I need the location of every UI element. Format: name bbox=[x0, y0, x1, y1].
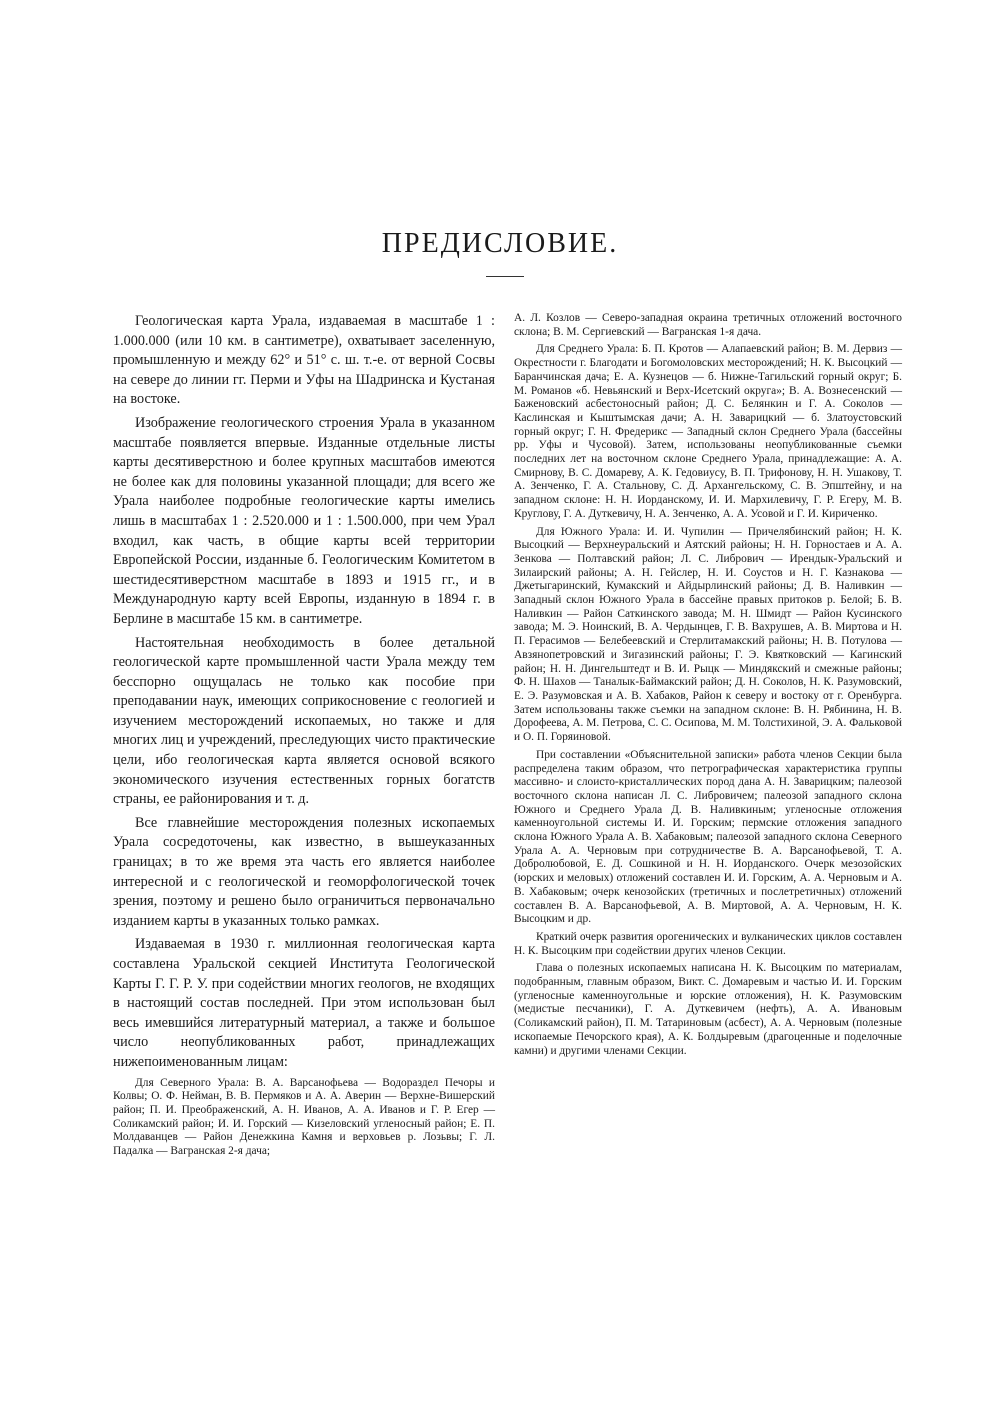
paragraph-intro: Геологическая карта Урала, издаваемая в масштабе 1 : 1.000.000 (или 10 км. в сантиметре), охватывает заселенную, промышленную и между 62° и 51° с. ш. т.-е. от верной Сосвы на севере до линии гг. Перми и Уфы на Шадринска и Кустаная на востоке. bbox=[113, 313, 495, 408]
paragraph-minerals: Глава о полезных ископаемых написана Н. К. Высоцким по материалам, подобранным, главным образом, Викт. С. Домаревым и частью И. И. Горским (угленосные каменноугольные и юрские отложения), Н. К. Разумовским (медистые песчаники), Г. А. Дуткевичем (нефть), А. А. Ивановым (Соликамский район), П. М. Татариновым (асбест), А. А. Черновым (полезные ископаемые Печорского края), А. К. Болдыревым (драгоценные и поделочные камни) и другими членами Секции. bbox=[514, 962, 902, 1057]
paragraph-south-ural: Для Южного Урала: И. И. Чупилин — Причелябинский район; Н. К. Высоцкий — Верхнеуральский и Аятский районы; Н. Н. Горностаев и А. А. Зенкова — Полтавский район; Л. С. Либрович — Ирендык-Уральский и Зилаирский районы; А. Н. Гейслер, Н. И. Соустов и Н. Г. Казнакова — Джетыгаринский, Кумакский и Айдырлинский районы; Д. В. Наливкин — Западный склон Южного Урала в бассейне правых притоков р. Белой; Б. В. Наливкин — Район Саткинского завода; М. Н. Шмидт — Район Кусинского завода; М. Э. Ноинский, В. А. Чердынцев, Г. В. Вахрушев, А. В. Миртова и Н. П. Герасимов — Белебеевский и Стерлитамакский районы; Н. В. Потулова — Авзянопетровский и Зигазинский районы; Г. Э. Квятковский — Кагинский район; Н. Н. Дингельштедт и В. И. Рыцк — Миндякский и смежные районы; Ф. Н. Шахов — Таналык-Баймакский район; Д. Н. Соколов, Н. К. Разумовский, Е. Э. Разумовская и А. В. Хабаков, Район к северу и востоку от г. Оренбурга. Затем использованы также съемки на западном склоне: В. Н. Рябинина, Н. В. Дорофеева, А. М. Петрова, С. С. Осипова, М. М. Толстихиной, Э. А. Фальковой и О. П. Горяиновой. bbox=[514, 525, 902, 744]
paragraph-north-ural: Для Северного Урала: В. А. Варсанофьева — Водораздел Печоры и Колвы; О. Ф. Нейман, В. В. Пермяков и А. А. Аверин — Верхне-Вишерский район; П. И. Преображенский, А. Н. Иванов, А. А. Иванов и Г. Р. Егер — Соликамский район; И. И. Горский — Кизеловский угленосный район; Е. П. Молдаванцев — Район Денежкина Камня и верховьев р. Лозьвы; Г. Л. Падалка — Вагранская 2-я дача; bbox=[113, 1076, 495, 1158]
paragraph-middle-ural: Для Среднего Урала: Б. П. Кротов — Алапаевский район; В. М. Дервиз — Окрестности г. Благодати и Богомоловских месторождений; Н. К. Высоцкий — Баранчинская дача; Е. А. Кузнецов — б. Нижне-Тагильский горный округ; Б. М. Романов «б. Невьянский и Верх-Исетский округа»; В. А. Вознесенский — Баженовский асбестоносный район; Д. С. Белянкин и Г. А. Соколов — Каслинская и Кыштымская дачи; А. Н. Заварицкий — б. Златоустовский горный округ; Г. Н. Фредерикс — Западный склон Среднего Урала (бассейны рр. Уфы и Чусовой). Затем, использованы неопубликованные съемки последних лет на восточном склоне Среднего Урала, принадлежащие: А. А. Смирнову, В. С. Домареву, А. К. Гедовиусу, В. П. Трифонову, Н. Н. Ушакову, Т. А. Зенченко, Г. А. Стальнову, С. Д. Архангельскому, С. В. Эпштейну, и на западном склоне: Н. Н. Иорданскому, И. И. Мархилевичу, Г. Р. Егеру, М. В. Круглову, Г. А. Дуткевичу, Н. А. Зенченко, А. А. Усовой и Г. И. Кириченко. bbox=[514, 343, 902, 520]
right-column bbox=[514, 312, 902, 1062]
paragraph-necessity: Настоятельная необходимость в более детальной геологической карте промышленной части Урала между тем бесспорно ощущалась не только как пособие при преподавании наук, имеющих соприкосновение с геологией и изучением месторождений ископаемых, но также и для многих лиц и учреждений, преследующих чисто практические цели, ибо геологическая карта является основой всякого экономического изучения естественных горных богатств страны, ее районирования и т. д. bbox=[113, 634, 495, 808]
paragraph-deposits: Все главнейшие месторождения полезных ископаемых Урала сосредоточены, как известно, в вышеуказанных границах; в то же время эта часть его является наиболее интересной и с геологической и геоморфологической точек зрения, поэтому и решено было ограничиться первоначально изданием карты в указанных только рамках. bbox=[113, 814, 495, 929]
paragraph-history: Изображение геологического строения Урала в указанном масштабе появляется впервые. Изданные отдельные листы карты десятиверстною и более крупных масштабов имеются не более как для половины указанной площади; для всего же Урала наиболее подробные геологические карты имелись лишь в масштабах 1 : 2.520.000 и 1 : 1.500.000, при чем Урал входил, как часть, в общие карты всей территории Европейской России, изданные б. Геологическим Комитетом в шестидесятиверстном масштабе в 1893 и 1915 гг., и в Международную карту всей Европы, изданную в 1894 г. в Берлине в масштабе 15 км. в сантиметре. bbox=[113, 414, 495, 627]
paragraph-edition: Издаваемая в 1930 г. миллионная геологическая карта составлена Уральской секцией Института Геологической Карты Г. Г. Р. У. при содействии многих геологов, не входящих в настоящий состав последней. При этом использован был весь имевшийся литературный материал, а также и большое число неопубликованных работ, принадлежащих нижепоименованным лицам: bbox=[113, 936, 495, 1070]
paragraph-north-ural-cont: А. Л. Козлов — Северо-западная окраина третичных отложений восточного склона; В. М. Сергиевский — Вагранская 1-я дача. bbox=[514, 312, 902, 338]
title-divider bbox=[486, 276, 524, 277]
left-column bbox=[113, 312, 495, 1163]
paragraph-cycles: Краткий очерк развития орогенических и вулканических циклов составлен Н. К. Высоцким при содействии других членов Секции. bbox=[514, 930, 902, 957]
paragraph-explanatory-note: При составлении «Объяснительной записки» работа членов Секции была распределена таким образом, что петрографическая характеристика группы массивно- и слоисто-кристаллических пород дана А. Н. Заварицким; палеозой восточного склона написан Л. С. Либровичем; палеозой западного склона Южного и Среднего Урала Д. В. Наливкиным; угленосные отложения каменноугольной системы И. И. Горским; пермские отложения западного склона Южного Урала А. В. Хабаковым; палеозой западного склона Северного Урала А. А. Черновым при сотрудничестве В. А. Варсанофьевой, Т. А. Добролюбовой, Е. Д. Сошкиной и Н. Н. Иорданского. Очерк мезозойских (юрских и меловых) отложений составлен И. И. Горским, А. А. Черновым и А. В. Хабаковым; очерк кенозойских (третичных и послетретичных) отложений составлен В. А. Варсанофьевой, А. В. Миртовой, А. А. Черновым, Н. К. Высоцким и др. bbox=[514, 748, 902, 926]
page-title: ПРЕДИСЛОВИЕ. bbox=[381, 228, 619, 259]
